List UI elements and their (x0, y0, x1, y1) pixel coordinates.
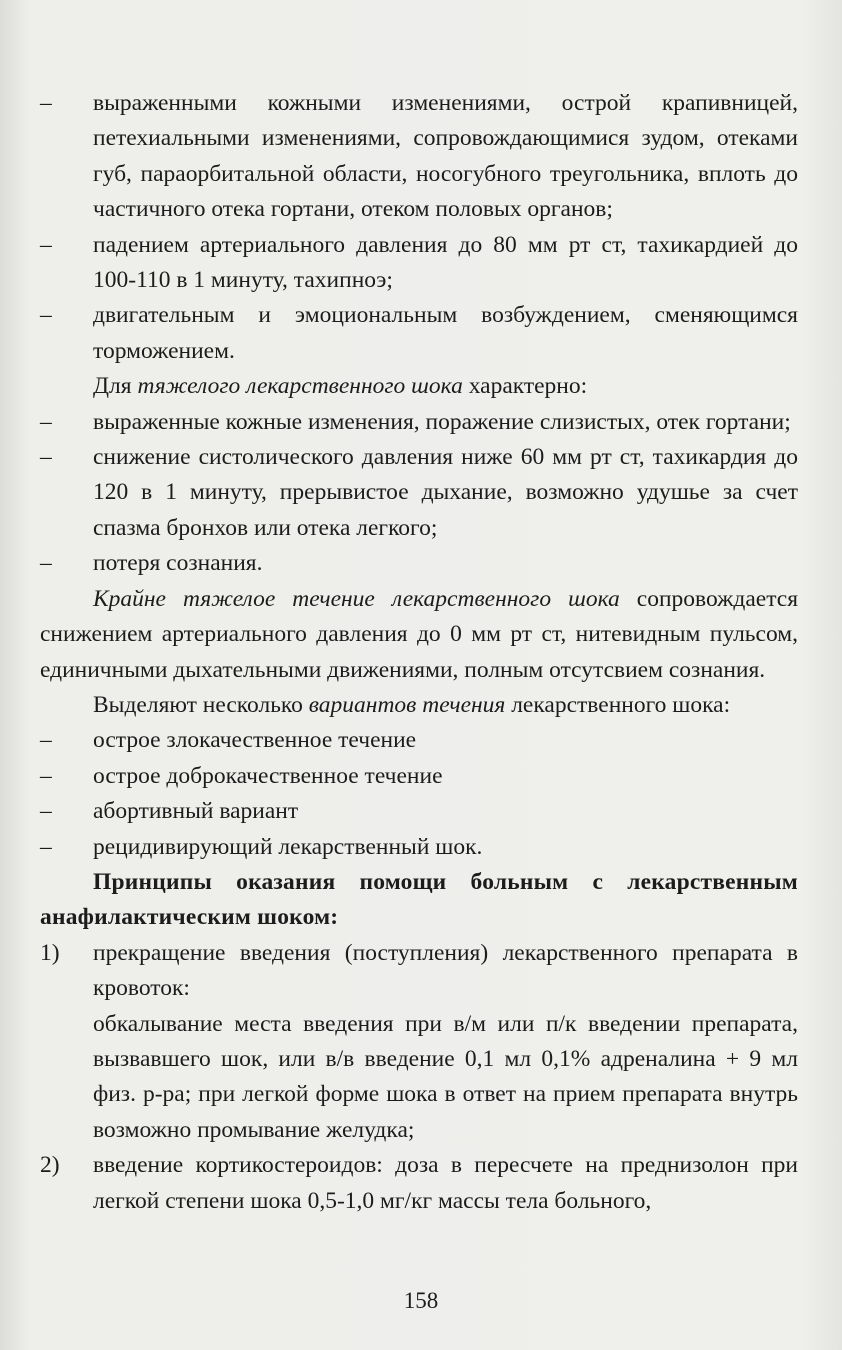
list-dash: – (40, 90, 52, 116)
list-item-text: острое злокачественное течение (93, 727, 417, 754)
paragraph-text: Для (93, 373, 138, 400)
list-dash: – (40, 762, 52, 789)
list-item-text: рецидивирующий лекарственный шок. (93, 833, 483, 860)
section-heading: Принципы оказания помощи больным с лекарственным анафилактическим шоком: (40, 868, 798, 931)
list-item (40, 228, 798, 299)
list-item-text: снижение систолического давления ниже 60 мм рт ст, тахикардия до 120 в 1 минуту, прерывистое дыхание, возможно удушье за счет спазма бронхов или отека легкого; (93, 444, 798, 541)
list-item (40, 759, 798, 794)
list-item (40, 830, 798, 865)
list-item (40, 440, 798, 546)
numbered-item (40, 1148, 798, 1219)
paragraph-text: сопровождается снижением артериального давления до 0 мм рт ст, нитевидным пульсом, единичными дыхательными движениями, полным отсутсвием сознания. (40, 585, 799, 683)
list-item (40, 546, 798, 581)
paragraph-variants (40, 688, 798, 723)
list-dash: – (40, 833, 52, 860)
item-number: 2) (40, 1152, 60, 1179)
list-dash: – (40, 231, 52, 258)
paragraph-severe-shock (40, 369, 798, 404)
list-dash: – (40, 798, 52, 825)
numbered-item-text: прекращение введения (поступления) лекарственного препарата в кровоток: (93, 939, 798, 1002)
page-body (40, 86, 798, 1219)
numbered-item-continuation: обкалывание места введения при в/м или п/к введении препарата, вызвавшего шок, или в/в введение 0,1 мл 0,1% адреналина + 9 мл физ. р-ра; при легкой форме шока в ответ на прием препарата внутрь возможно промывание желудка; (93, 1010, 798, 1143)
list-item-text: выраженными кожными изменениями, острой крапивницей, петехиальными изменениями, сопровождающимися зудом, отеками губ, параорбитальной области, носогубного треугольника, вплоть до частичного отека гортани, отеком половых органов; (93, 90, 798, 223)
list-dash: – (40, 408, 52, 435)
numbered-item (40, 936, 798, 1007)
list-item (40, 298, 798, 369)
list-dash: – (40, 444, 52, 471)
paragraph-extreme-shock (40, 582, 798, 688)
list-item-text: потеря сознания. (93, 550, 263, 577)
list-item-text: абортивный вариант (93, 798, 299, 825)
list-dash: – (40, 727, 52, 754)
paragraph-text: лекарственного шока: (505, 691, 731, 718)
list-dash: – (40, 550, 52, 577)
numbered-item-text: введение кортикостероидов: доза в пересчете на преднизолон при легкой степени шока 0,5-1,0 мг/кг массы тела больного, (93, 1152, 798, 1214)
list-item (40, 794, 798, 829)
list-item-text: двигательным и эмоциональным возбуждением, сменяющимся торможением. (93, 302, 798, 364)
list-item-text: острое доброкачественное течение (93, 762, 443, 789)
emphasis-text: вариантов течения (308, 691, 506, 718)
paragraph-text: Выделяют несколько (93, 691, 309, 718)
list-dash: – (40, 302, 52, 329)
list-item (40, 86, 798, 228)
list-item (40, 723, 798, 758)
page-number: 158 (403, 1288, 439, 1313)
list-item-text: выраженные кожные изменения, поражение слизистых, отек гортани; (93, 408, 791, 435)
list-item-text: падением артериального давления до 80 мм рт ст, тахикардией до 100-110 в 1 минуту, тахипноэ; (93, 231, 798, 294)
emphasis-text: тяжелого лекарственного шока (137, 373, 463, 400)
item-number: 1) (40, 939, 60, 966)
paragraph-text: характерно: (462, 373, 588, 400)
emphasis-text: Крайне тяжелое течение лекарственного шока (93, 585, 620, 612)
list-item (40, 405, 798, 440)
